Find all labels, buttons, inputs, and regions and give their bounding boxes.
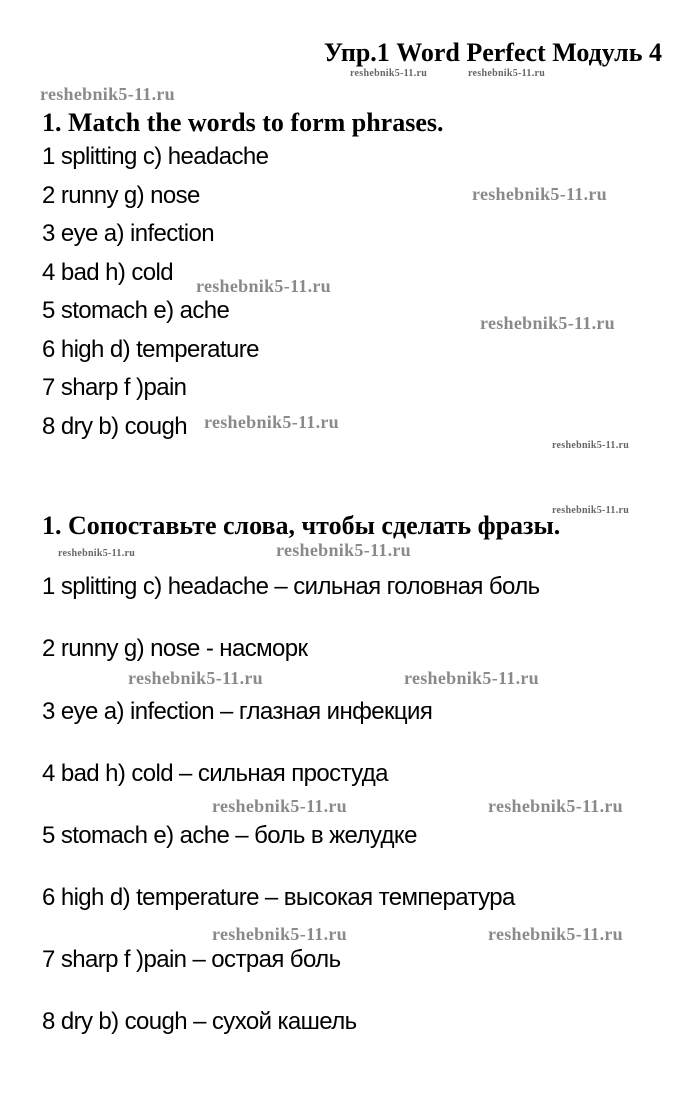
watermark: reshebnik5-11.ru [480,313,615,333]
watermark: reshebnik5-11.ru [40,84,175,104]
translation-item: 6 high d) temperature – высокая температура [42,884,515,911]
watermark: reshebnik5-11.ru [404,668,539,688]
watermark: reshebnik5-11.ru [472,184,607,204]
phrase-item: 3 eye a) infection [42,220,214,247]
watermark: reshebnik5-11.ru [552,440,630,451]
phrase-item: 4 bad h) cold [42,259,173,286]
watermark: reshebnik5-11.ru [204,412,339,432]
watermark: reshebnik5-11.ru [488,924,623,944]
phrase-item: 8 dry b) cough [42,413,188,440]
translation-item: 5 stomach e) ache – боль в желудке [42,822,417,849]
phrase-item: 1 splitting c) headache [42,143,269,170]
watermark: reshebnik5-11.ru [276,540,411,560]
watermark: reshebnik5-11.ru [58,548,136,559]
section-heading-english: 1. Match the words to form phrases. [42,108,444,137]
phrase-item: 6 high d) temperature [42,336,259,363]
watermark: reshebnik5-11.ru [212,924,347,944]
section-heading-russian: 1. Сопоставьте слова, чтобы сделать фразы. [42,511,561,540]
phrase-item: 7 sharp f )pain [42,374,187,401]
watermark: reshebnik5-11.ru [350,68,428,79]
translation-item: 7 sharp f )pain – острая боль [42,946,341,973]
page-title: Упр.1 Word Perfect Модуль 4 [323,38,662,67]
watermark: reshebnik5-11.ru [212,796,347,816]
translation-item: 1 splitting c) headache – сильная головная боль [42,573,540,600]
watermark: reshebnik5-11.ru [552,505,630,516]
phrase-item: 2 runny g) nose [42,182,200,209]
translation-item: 4 bad h) cold – сильная простуда [42,760,388,787]
watermark: reshebnik5-11.ru [196,276,331,296]
watermark: reshebnik5-11.ru [488,796,623,816]
watermark: reshebnik5-11.ru [128,668,263,688]
translation-item: 2 runny g) nose - насморк [42,635,308,662]
phrase-item: 5 stomach e) ache [42,297,230,324]
translation-item: 3 eye a) infection – глазная инфекция [42,698,433,725]
watermark: reshebnik5-11.ru [468,68,546,79]
translation-item: 8 dry b) cough – сухой кашель [42,1008,357,1035]
